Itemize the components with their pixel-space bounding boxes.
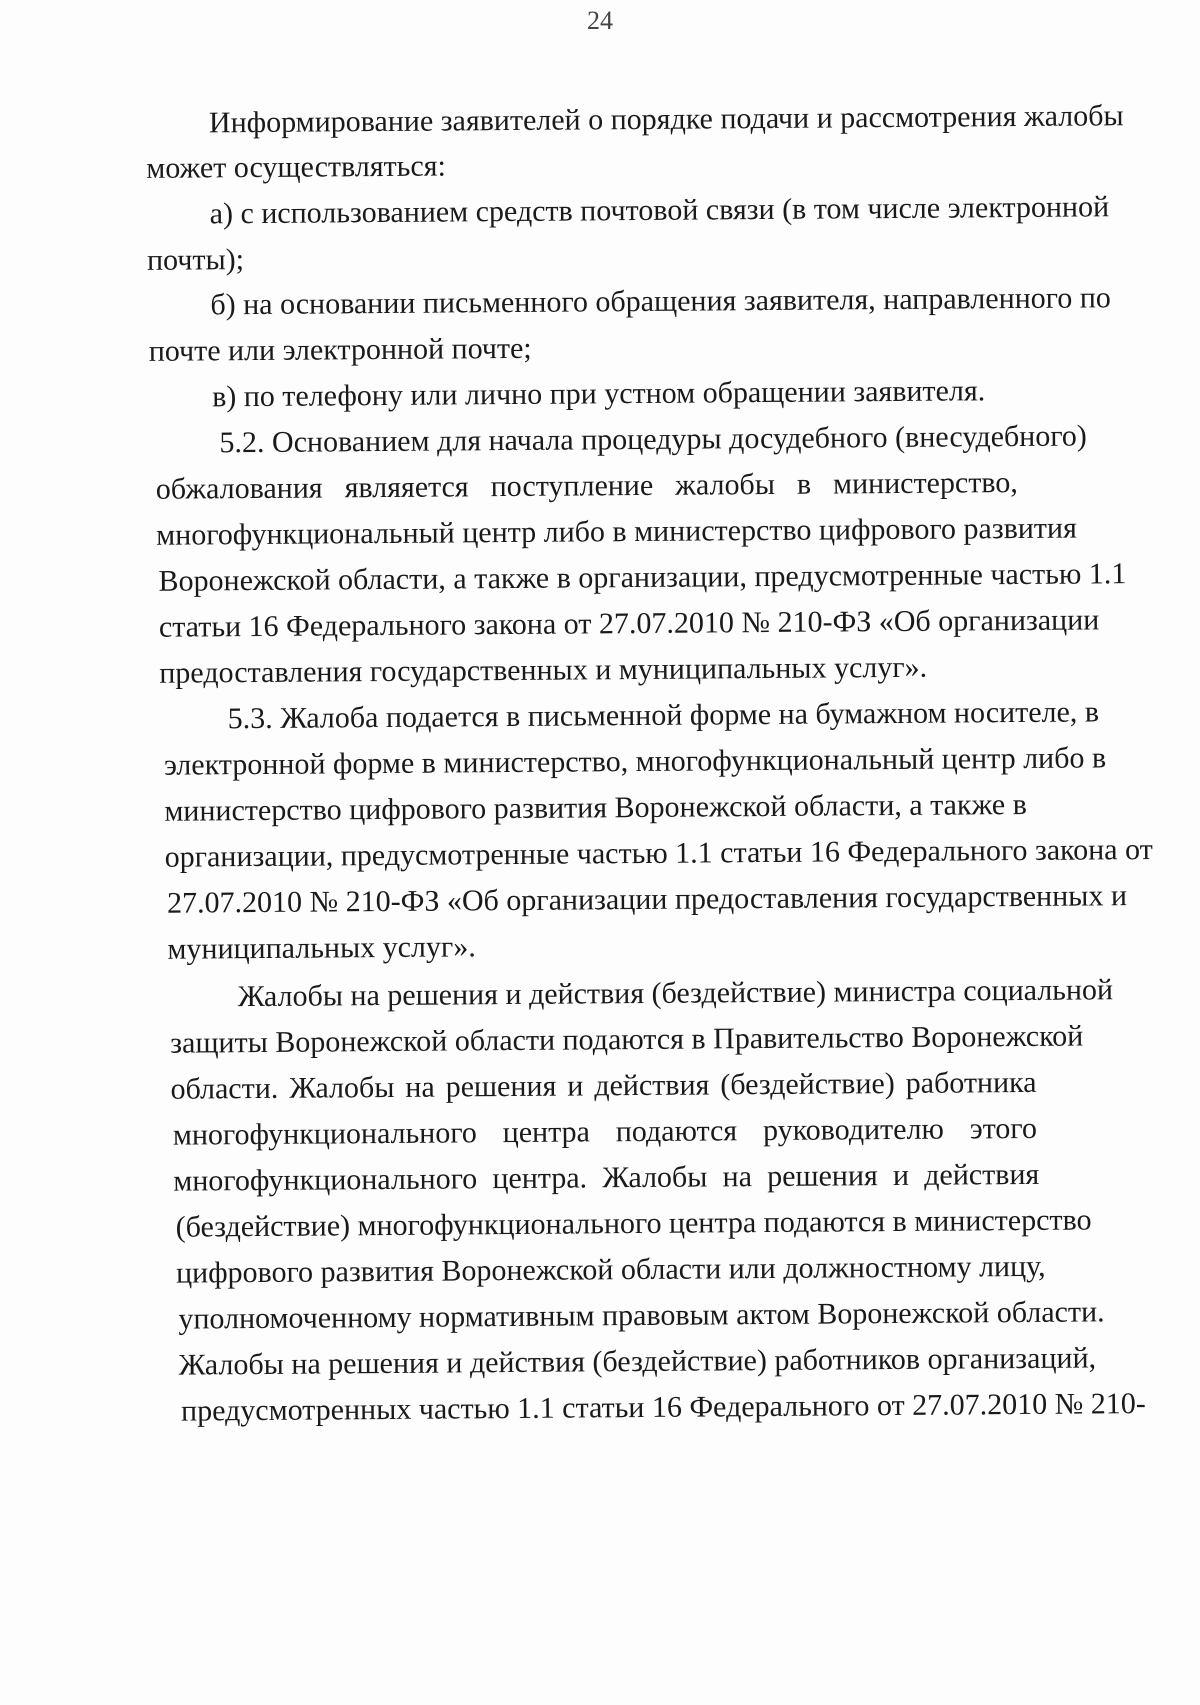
- paragraph-line: обжалования являяется поступление жалобы в министерство,: [155, 466, 1018, 506]
- paragraph-line: почты);: [146, 243, 245, 277]
- paragraph-line: может осуществляться:: [146, 149, 446, 185]
- paragraph-line: многофункционального центра. Жалобы на решения и действия: [173, 1157, 1040, 1198]
- paragraph-line: почте или электронной почте;: [148, 331, 532, 368]
- page-number: 24: [587, 6, 613, 35]
- paragraph-line: области. Жалобы на решения и действия (бездействие) работника: [170, 1065, 1037, 1106]
- paragraph-line: в) по телефону или лично при устном обращении заявителя.: [211, 374, 986, 414]
- paragraph-line: 5.2. Основанием для начала процедуры досудебного (внесудебного): [219, 419, 1087, 460]
- paragraph-line: предусмотренных частью 1.1 статьи 16 Федерального от 27.07.2010 № 210-: [180, 1387, 1146, 1428]
- paragraph-line: статьи 16 Федерального закона от 27.07.2010 № 210-ФЗ «Об организации: [158, 603, 1100, 644]
- paragraph-line: министерство цифрового развития Воронежской области, а также в: [164, 787, 1027, 828]
- paragraph-line: организации, предусмотренные частью 1.1 статьи 16 Федерального закона от: [164, 832, 1153, 874]
- paragraph-line: Жалобы на решения и действия (бездействие) министра социальной: [237, 973, 1114, 1014]
- paragraph-line: предоставления государственных и муниципальных услуг».: [159, 650, 928, 690]
- paragraph-line: 27.07.2010 № 210-ФЗ «Об организации предоставления государственных и: [166, 879, 1128, 920]
- paragraph-line: защиты Воронежской области подаются в Правительство Воронежской: [170, 1019, 1084, 1060]
- paragraph-line: б) на основании письменного обращения заявителя, направленного по: [210, 281, 1111, 322]
- paragraph-line: Информирование заявителей о порядке подачи и рассмотрения жалобы: [208, 99, 1124, 140]
- paragraph-line: 5.3. Жалоба подается в письменной форме на бумажном носителе, в: [227, 695, 1100, 736]
- paragraph-line: цифрового развития Воронежской области или должностному лицу,: [175, 1249, 1046, 1290]
- paragraph-line: многофункциональный центр либо в министерство цифрового развития: [156, 511, 1077, 552]
- paragraph-line: а) с использованием средств почтовой связи (в том числе электронной: [209, 190, 1110, 231]
- paragraph-line: Воронежской области, а также в организации, предусмотренные частью 1.1: [158, 557, 1127, 598]
- paragraph-line: Жалобы на решения и действия (бездействие) работников организаций,: [178, 1341, 1097, 1382]
- paragraph-line: (бездействие) многофункционального центра подаются в министерство: [175, 1203, 1092, 1244]
- paragraph-line: многофункционального центра подаются руководителю этого: [172, 1111, 1038, 1152]
- paragraph-line: муниципальных услуг».: [167, 930, 476, 966]
- paragraph-line: уполномоченному нормативным правовым актом Воронежской области.: [178, 1295, 1105, 1336]
- paragraph-line: электронной форме в министерство, многофункциональный центр либо в: [163, 741, 1107, 782]
